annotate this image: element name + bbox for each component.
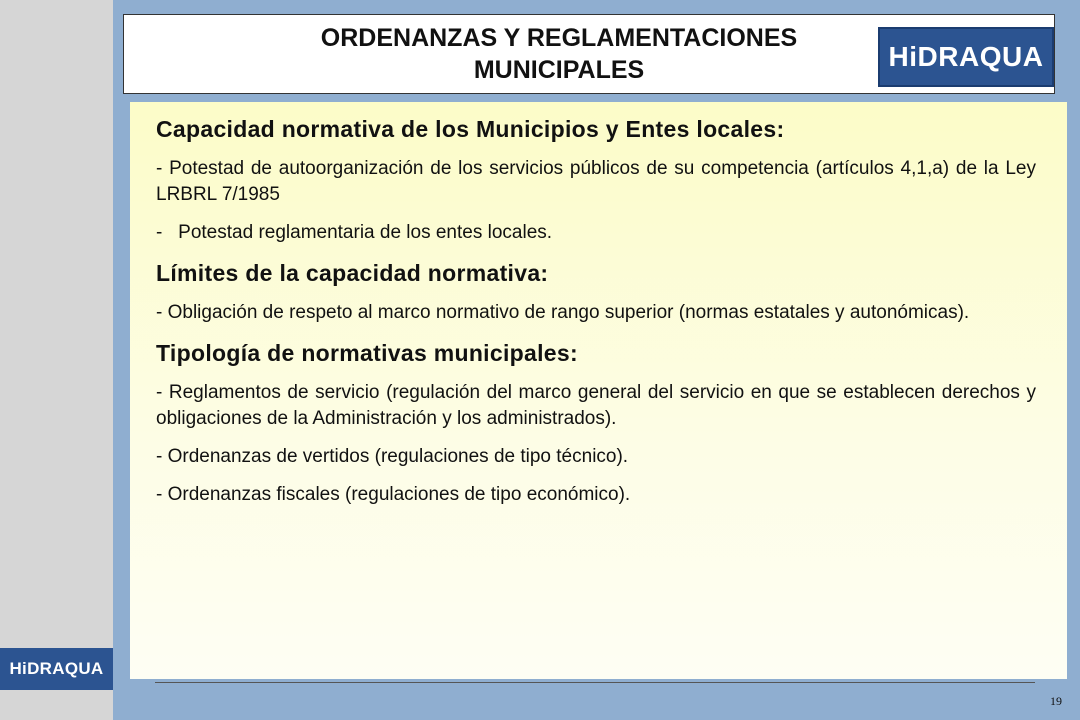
bullet-paragraph: - Ordenanzas de vertidos (regulaciones de tipo técnico). — [156, 446, 629, 467]
hidraqua-logo — [878, 27, 1054, 87]
bullet-paragraph: - Obligación de respeto al marco normativo de rango superior (normas estatales y autonómicas). — [156, 302, 970, 323]
content-box — [130, 102, 1067, 679]
page-number: 19 — [1050, 694, 1062, 708]
section-heading: Límites de la capacidad normativa: — [156, 260, 549, 286]
left-side-strip — [0, 0, 113, 720]
bullet-paragraph: - Potestad de autoorganización de los servicios públicos de su competencia (artículos 4,1,a) de la Ley LRBRL 7/1985 — [156, 158, 1036, 205]
slide-title — [124, 22, 994, 86]
hidraqua-logo-small — [0, 648, 113, 690]
content-text — [156, 114, 1036, 520]
bottom-divider — [155, 682, 1035, 683]
title-line-1: ORDENANZAS Y REGLAMENTACIONES — [320, 24, 798, 52]
section-heading: Tipología de normativas municipales: — [156, 340, 578, 366]
bullet-paragraph: - Ordenanzas fiscales (regulaciones de tipo económico). — [156, 484, 631, 505]
logo-text: HiDRAQUA — [9, 659, 104, 678]
logo-text: HiDRAQUA — [888, 41, 1044, 72]
bullet-paragraph: - Potestad reglamentaria de los entes locales. — [156, 222, 553, 243]
title-line-2: MUNICIPALES — [473, 56, 645, 84]
slide-header — [123, 14, 1055, 94]
section-heading: Capacidad normativa de los Municipios y Entes locales: — [156, 116, 785, 142]
bullet-paragraph: - Reglamentos de servicio (regulación del marco general del servicio en que se establecen derechos y obligaciones de la Administración y los administrados). — [156, 382, 1036, 429]
